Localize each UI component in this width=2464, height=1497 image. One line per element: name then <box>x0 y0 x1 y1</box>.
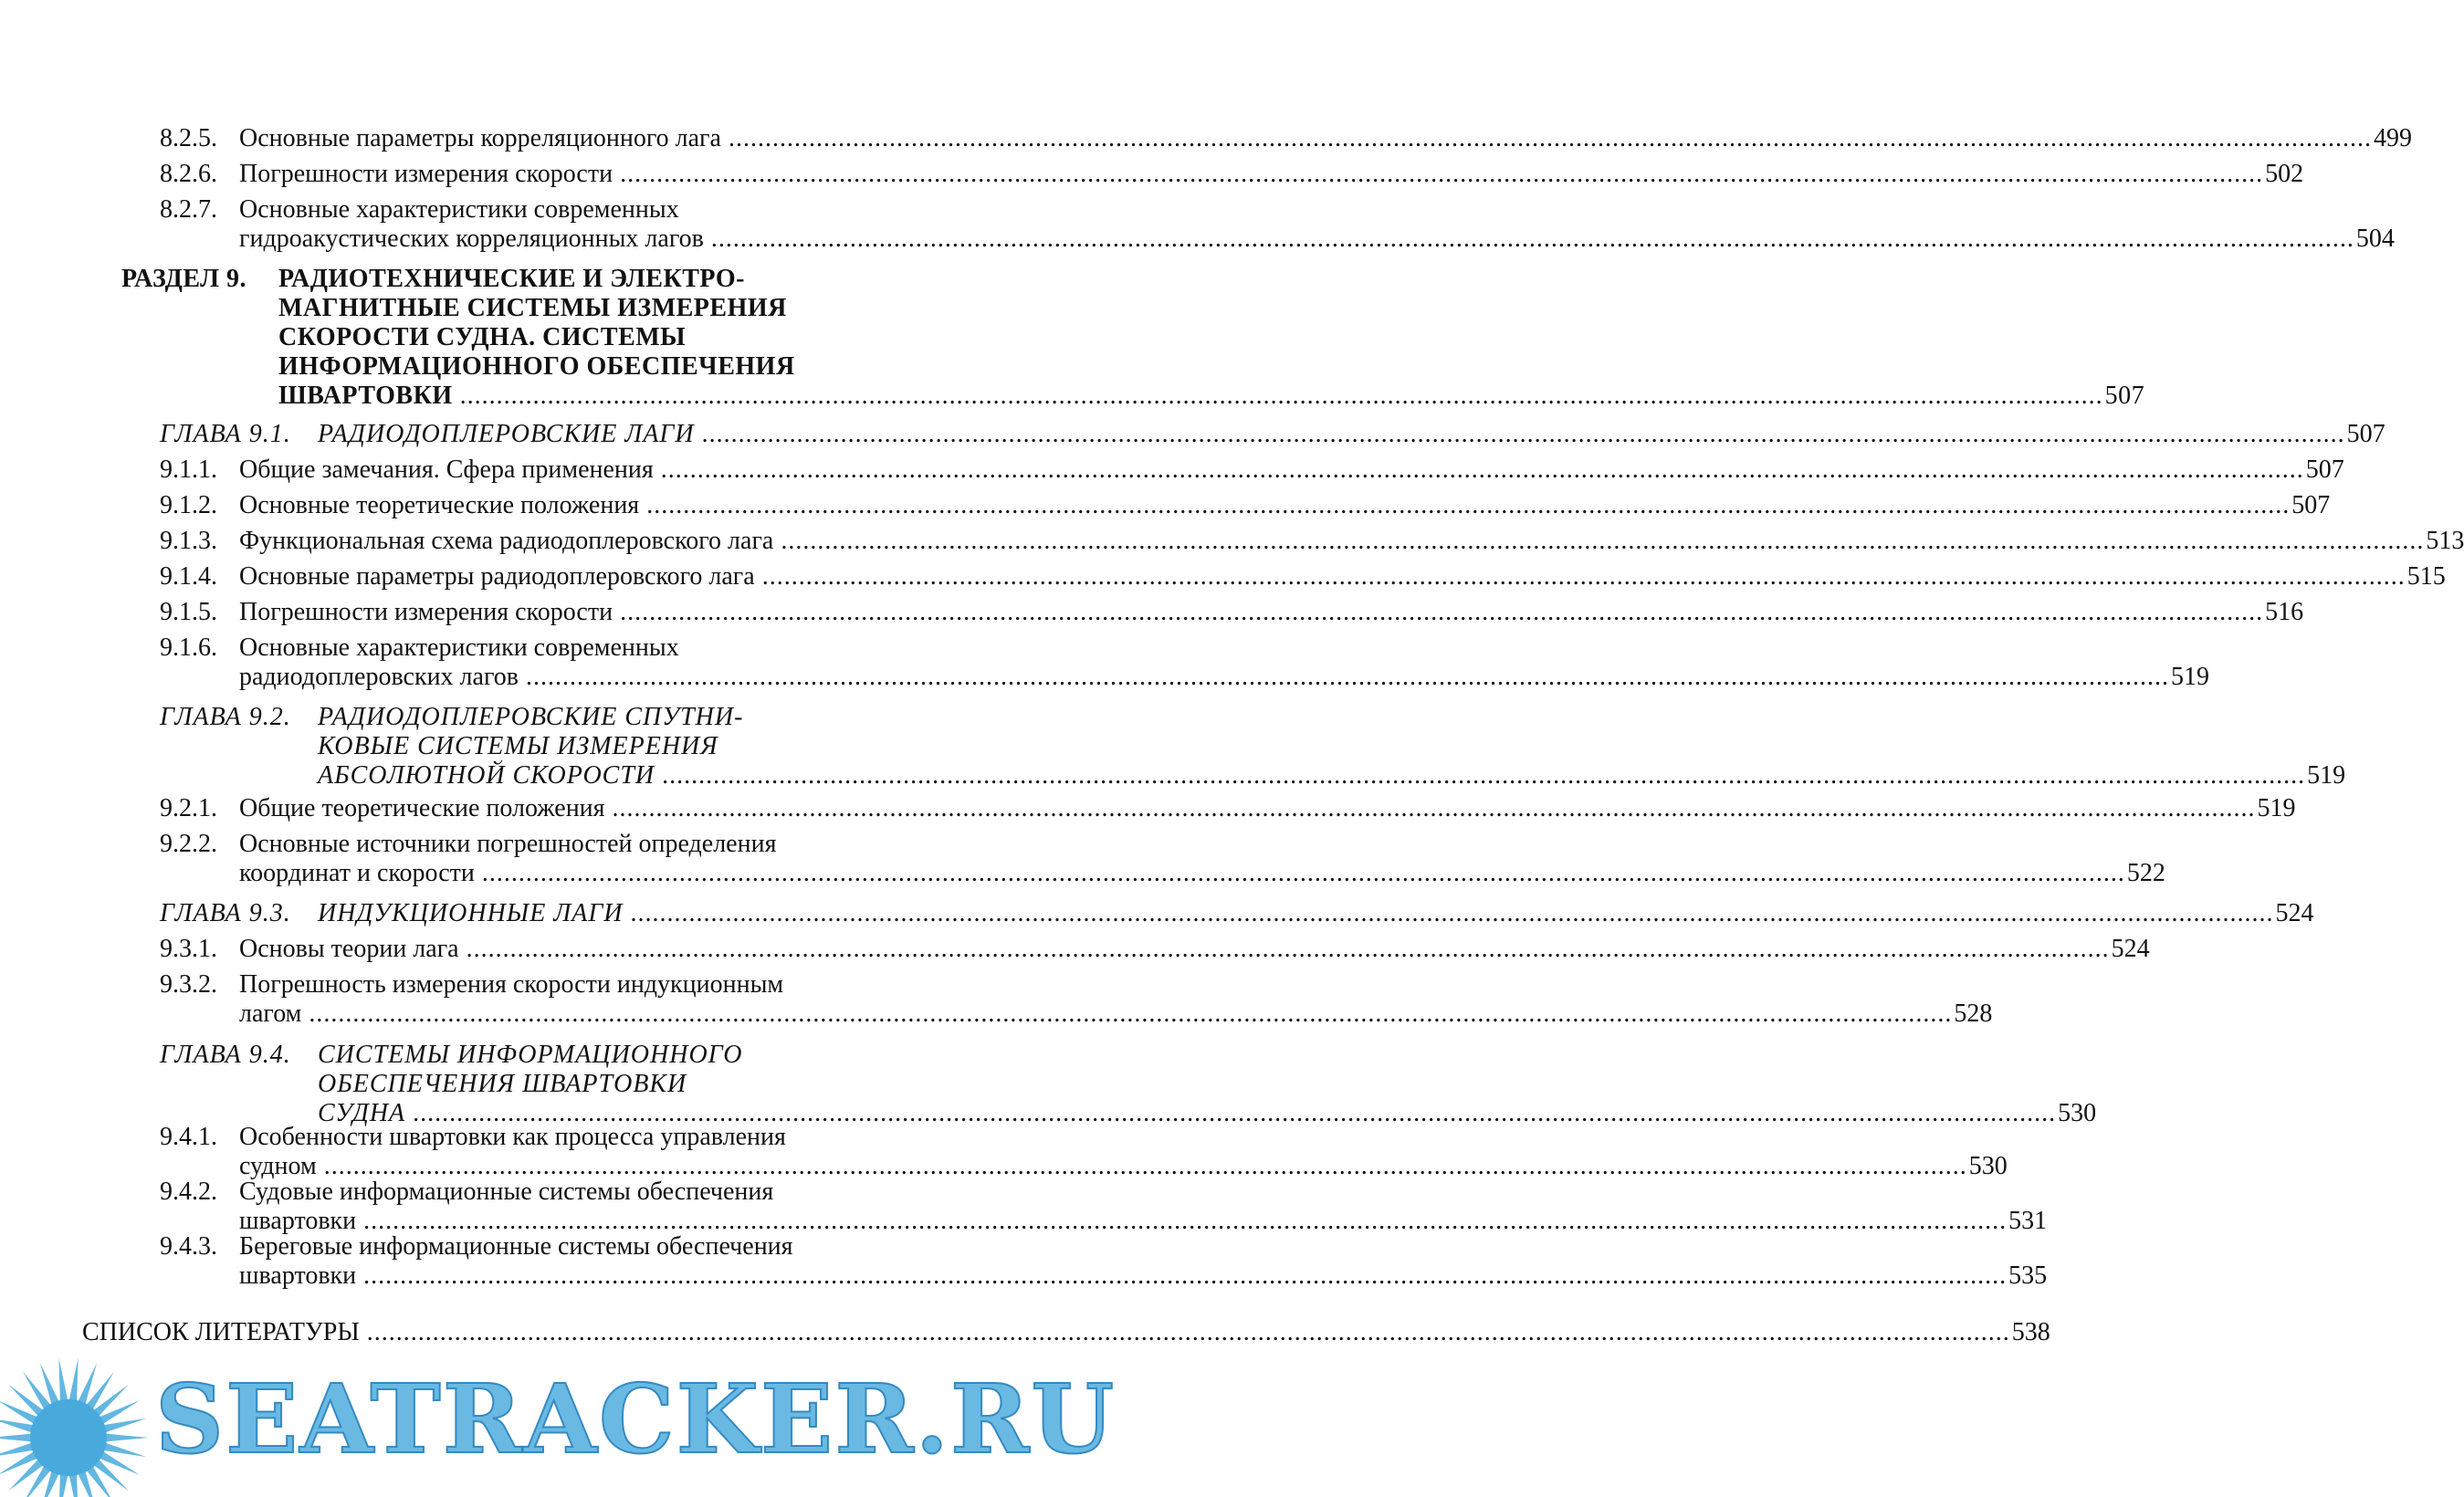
page-number: 519 <box>2307 761 2346 790</box>
entry-number: 9.3.2. <box>160 970 217 999</box>
entry-title: Основные характеристики современных <box>239 633 679 662</box>
page-number: 524 <box>2275 899 2314 927</box>
chapter-title: АБСОЛЮТНОЙ СКОРОСТИ <box>318 761 655 790</box>
entry-title: Погрешности измерения скорости <box>239 598 613 626</box>
leader-dots <box>482 859 2125 888</box>
chapter-title: ИНДУКЦИОННЫЕ ЛАГИ <box>318 899 624 927</box>
entry-title: Функциональная схема радиодоплеровского лага <box>239 527 774 555</box>
leader-dots <box>526 663 2169 692</box>
page-number: 507 <box>2104 382 2145 410</box>
page-number: 519 <box>2170 663 2209 691</box>
leader-dots <box>367 1318 2010 1347</box>
entry-number: 9.1.4. <box>160 562 217 591</box>
chapter-title: РАДИОДОПЛЕРОВСКИЕ СПУТНИ- <box>318 703 744 731</box>
entry-number: 9.1.3. <box>160 527 217 555</box>
entry-title: Общие замечания. Сфера применения <box>239 455 654 484</box>
page-number: 499 <box>2373 124 2412 152</box>
entry-title: Основные параметры радиодоплеровского лага <box>239 562 755 591</box>
page-number: 504 <box>2355 225 2395 253</box>
entry-title: Погрешность измерения скорости индукционным <box>239 970 784 999</box>
page-number: 531 <box>2008 1207 2048 1235</box>
entry-title: Основные теоретические положения <box>239 491 640 519</box>
chapter-title: СИСТЕМЫ ИНФОРМАЦИОННОГО <box>318 1041 743 1069</box>
leader-dots <box>309 1000 1952 1029</box>
page-number: 538 <box>2011 1318 2050 1346</box>
chapter-number: ГЛАВА 9.1. <box>160 420 291 448</box>
leader-dots <box>661 455 2304 485</box>
watermark-text: SEATRACKER.RU <box>155 1363 1117 1475</box>
leader-dots <box>711 225 2354 254</box>
section-title: ИНФОРМАЦИОННОГО ОБЕСПЕЧЕНИЯ <box>278 352 795 381</box>
page-number: 502 <box>2265 160 2304 188</box>
page-number: 519 <box>2257 794 2296 822</box>
chapter-title: КОВЫЕ СИСТЕМЫ ИЗМЕРЕНИЯ <box>318 732 718 760</box>
entry-title: Береговые информационные системы обеспечения <box>239 1232 793 1261</box>
entry-number: 9.2.1. <box>160 794 217 822</box>
page-number: 513 <box>2426 527 2464 555</box>
sunburst-core <box>30 1399 107 1476</box>
entry-title-cont: швартовки <box>239 1207 357 1235</box>
leader-dots <box>631 899 2274 928</box>
leader-dots <box>729 124 2372 153</box>
page-number: 524 <box>2111 935 2150 963</box>
leader-dots <box>662 761 2305 790</box>
leader-dots <box>620 598 2263 627</box>
page-number: 515 <box>2406 562 2446 591</box>
chapter-title: СУДНА <box>318 1099 406 1127</box>
entry-number: 8.2.5. <box>160 124 217 152</box>
bibliography-title: СПИСОК ЛИТЕРАТУРЫ <box>82 1318 360 1346</box>
page-number: 507 <box>2291 491 2331 519</box>
entry-title-cont: координат и скорости <box>239 859 475 887</box>
page-number: 535 <box>2008 1261 2048 1290</box>
leader-dots <box>613 794 2256 823</box>
entry-title-cont: радиодоплеровских лагов <box>239 663 519 691</box>
leader-dots <box>781 527 2424 556</box>
entry-title-cont: гидроакустических корреляционных лагов <box>239 225 704 253</box>
chapter-title: РАДИОДОПЛЕРОВСКИЕ ЛАГИ <box>318 420 695 448</box>
entry-number: 8.2.7. <box>160 195 217 224</box>
page-number: 528 <box>1954 1000 1993 1028</box>
leader-dots <box>762 562 2406 591</box>
leader-dots <box>467 935 2110 964</box>
leader-dots <box>702 420 2345 449</box>
chapter-title: ОБЕСПЕЧЕНИЯ ШВАРТОВКИ <box>318 1070 687 1098</box>
leader-dots <box>363 1261 2007 1291</box>
entry-number: 9.2.2. <box>160 830 217 858</box>
entry-number: 9.4.3. <box>160 1232 217 1261</box>
chapter-number: ГЛАВА 9.4. <box>160 1041 291 1069</box>
entry-number: 8.2.6. <box>160 160 217 188</box>
page-number: 507 <box>2346 420 2385 448</box>
section-title: ШВАРТОВКИ <box>278 382 453 410</box>
page-number: 530 <box>1968 1152 2008 1180</box>
page-number: 522 <box>2126 859 2165 887</box>
leader-dots <box>460 382 2103 411</box>
page-number: 516 <box>2265 598 2304 626</box>
entry-number: 9.1.6. <box>160 633 217 662</box>
leader-dots <box>646 491 2290 520</box>
section-title: РАДИОТЕХНИЧЕСКИЕ И ЭЛЕКТРО- <box>278 265 745 293</box>
section-title: МАГНИТНЫЕ СИСТЕМЫ ИЗМЕРЕНИЯ <box>278 294 787 322</box>
entry-title: Особенности швартовки как процесса управления <box>239 1123 786 1151</box>
entry-title: Общие теоретические положения <box>239 794 605 822</box>
leader-dots <box>620 160 2263 189</box>
entry-number: 9.4.1. <box>160 1123 217 1151</box>
entry-title-cont: судном <box>239 1152 317 1180</box>
entry-title: Основные параметры корреляционного лага <box>239 124 721 152</box>
entry-title: Основные источники погрешностей определения <box>239 830 777 858</box>
chapter-number: ГЛАВА 9.3. <box>160 899 291 927</box>
entry-number: 9.4.2. <box>160 1178 217 1206</box>
entry-title: Основы теории лага <box>239 935 459 963</box>
entry-title: Основные характеристики современных <box>239 195 679 224</box>
page-number: 530 <box>2058 1099 2097 1127</box>
entry-number: 9.1.5. <box>160 598 217 626</box>
entry-title: Погрешности измерения скорости <box>239 160 613 188</box>
page-number: 507 <box>2305 455 2344 484</box>
entry-title-cont: швартовки <box>239 1261 357 1290</box>
section-number: РАЗДЕЛ 9. <box>121 265 247 293</box>
entry-number: 9.3.1. <box>160 935 217 963</box>
entry-title-cont: лагом <box>239 1000 302 1028</box>
section-title: СКОРОСТИ СУДНА. СИСТЕМЫ <box>278 323 687 351</box>
entry-title: Судовые информационные системы обеспечения <box>239 1178 774 1206</box>
entry-number: 9.1.1. <box>160 455 217 484</box>
chapter-number: ГЛАВА 9.2. <box>160 703 291 731</box>
entry-number: 9.1.2. <box>160 491 217 519</box>
